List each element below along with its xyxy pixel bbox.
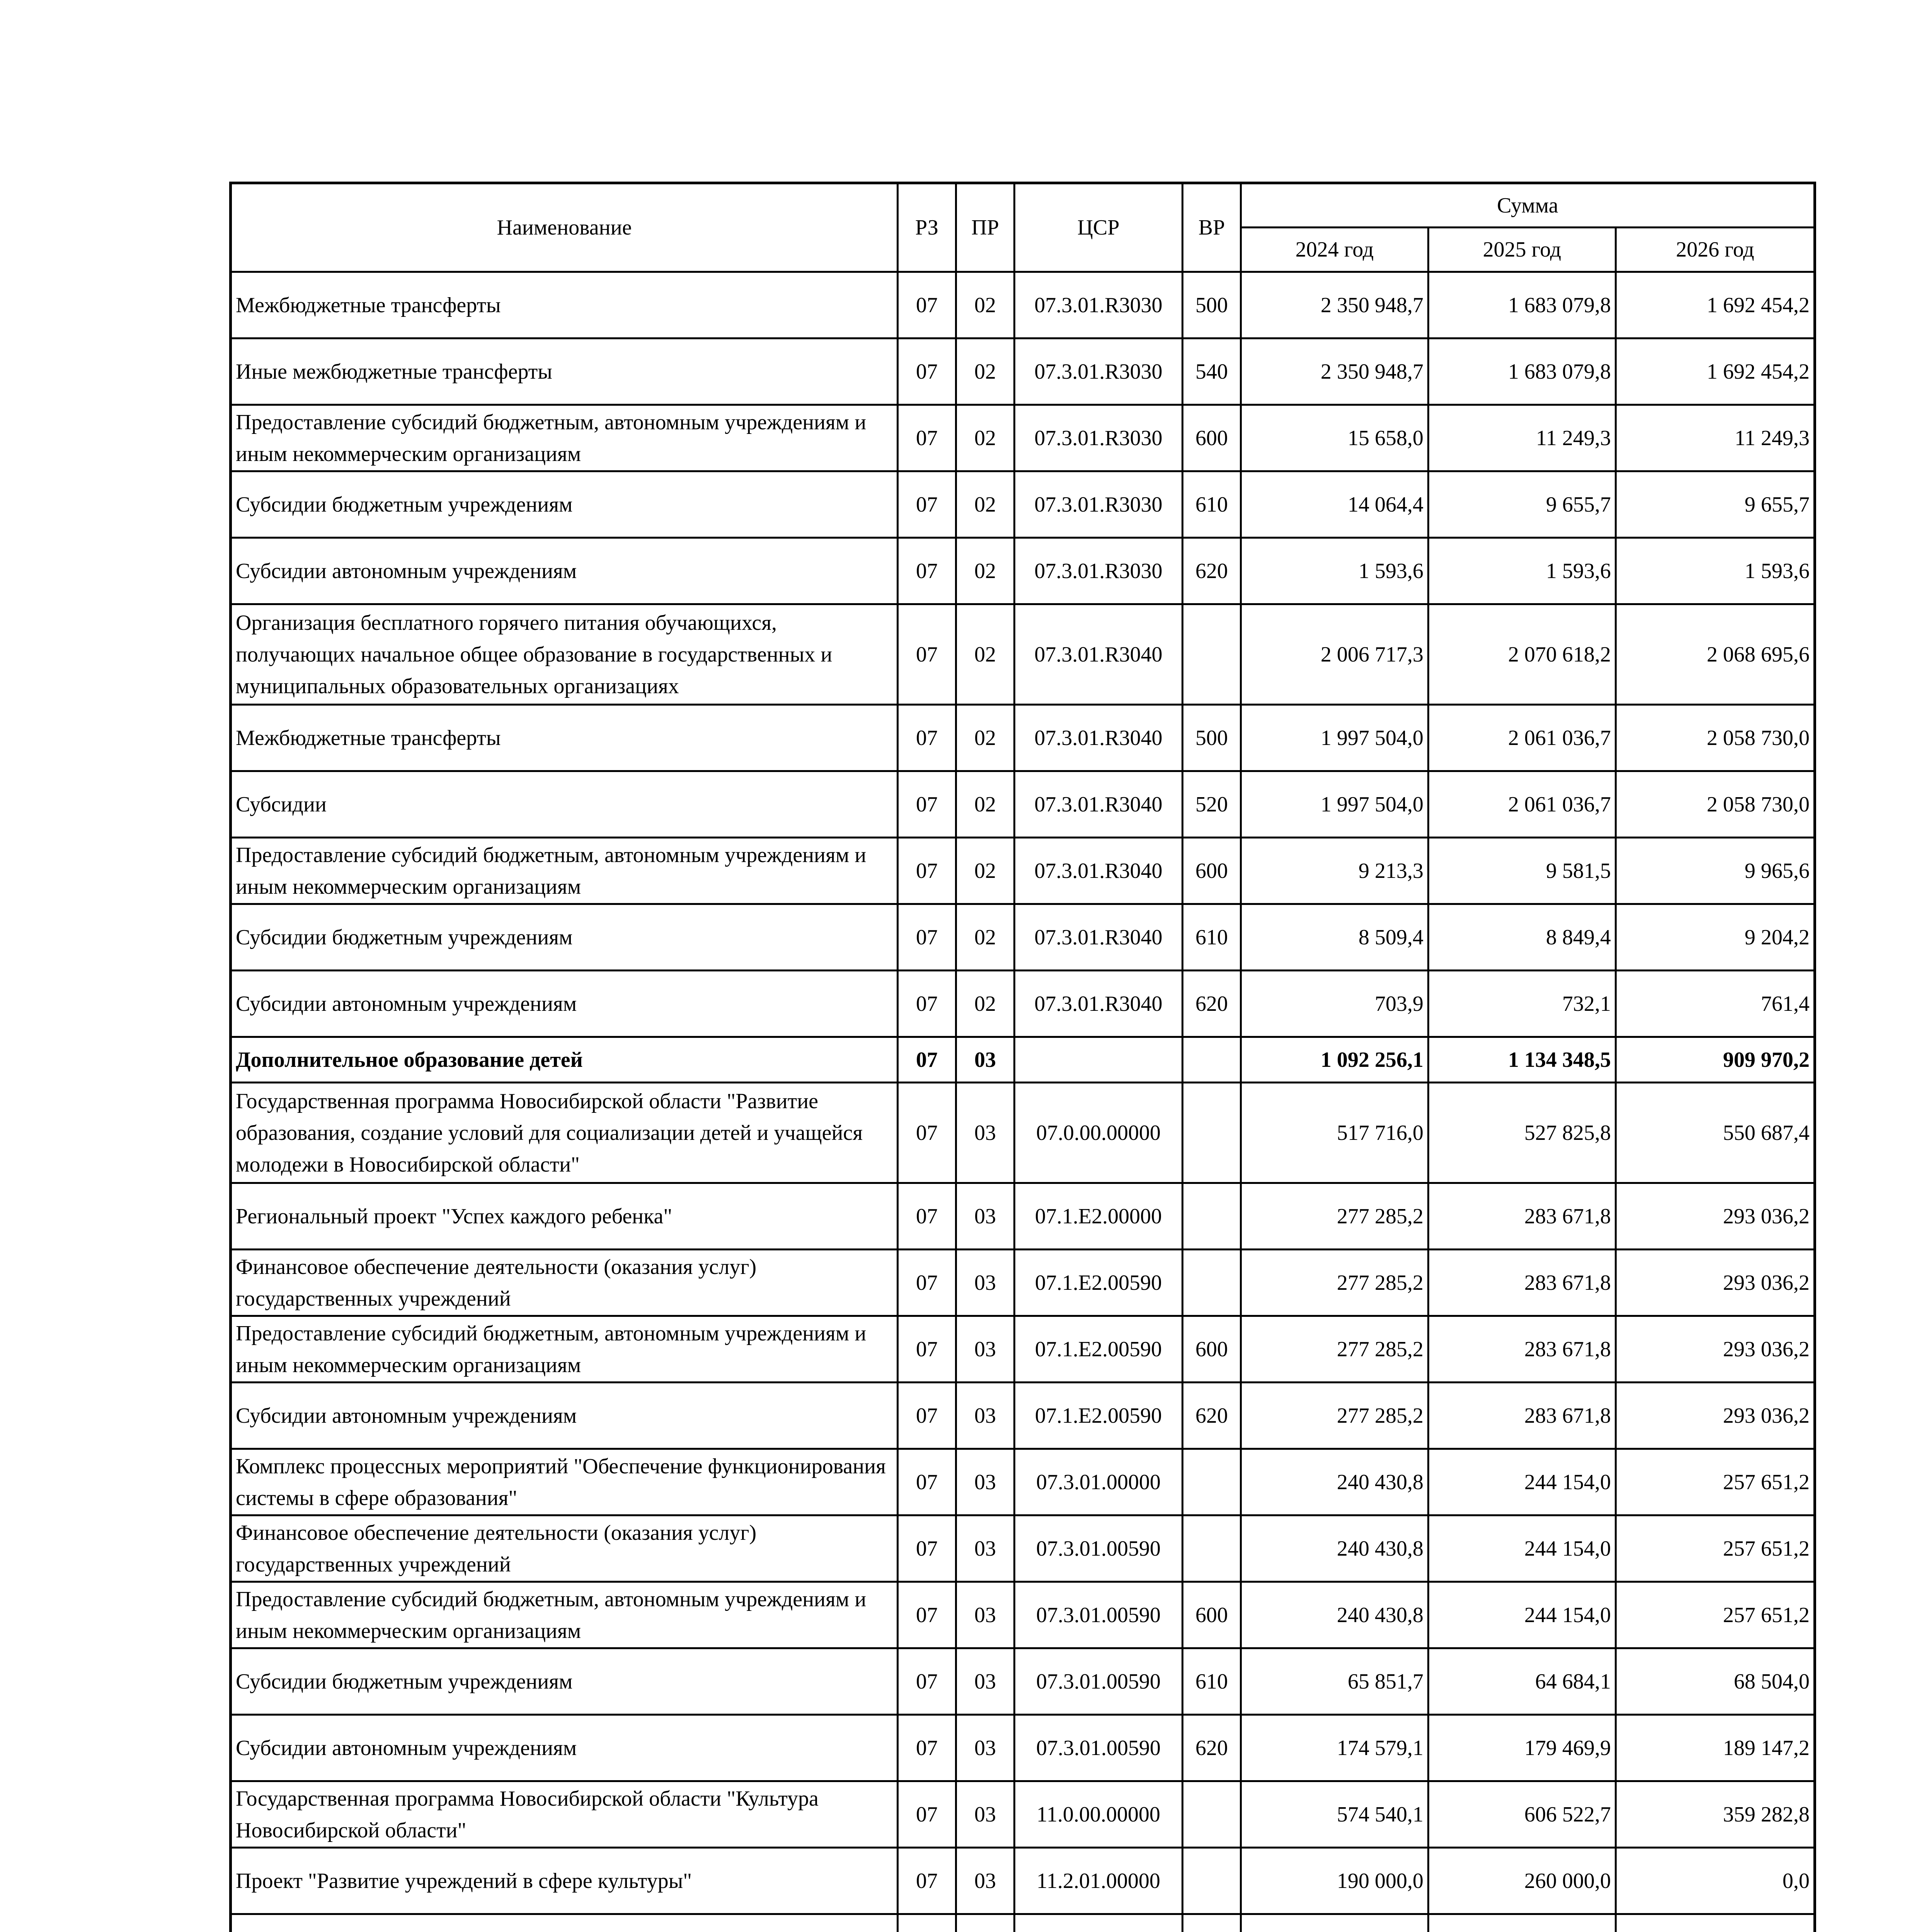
row-csr: 07.3.01.00000 — [1015, 1449, 1183, 1515]
row-sum-2025: 732,1 — [1428, 971, 1616, 1037]
row-pr: 02 — [956, 904, 1015, 971]
row-csr — [1015, 1037, 1183, 1083]
row-sum-2024: 517 716,0 — [1241, 1083, 1428, 1183]
row-sum-2025: 1 134 348,5 — [1428, 1037, 1616, 1083]
row-vr: 610 — [1183, 904, 1241, 971]
row-name: Субсидии автономным учреждениям — [231, 538, 898, 604]
row-pr: 02 — [956, 705, 1015, 771]
row-rz: 07 — [898, 338, 956, 405]
row-sum-2025: 283 671,8 — [1428, 1183, 1616, 1250]
table-row — [231, 338, 1815, 405]
row-sum-2024: 2 350 948,7 — [1241, 338, 1428, 405]
row-vr: 620 — [1183, 1715, 1241, 1781]
row-pr — [956, 1914, 1015, 1932]
row-csr: 07.3.01.R3030 — [1015, 471, 1183, 538]
table-row — [231, 904, 1815, 971]
row-rz: 07 — [898, 1449, 956, 1515]
header-year-2025: 2025 год — [1428, 228, 1616, 272]
row-csr: 07.1.E2.00590 — [1015, 1316, 1183, 1383]
table-row — [231, 1183, 1815, 1250]
row-name: Комплекс процессных мероприятий "Обеспечение функционирования системы в сфере образования" — [231, 1449, 898, 1515]
table-row — [231, 1449, 1815, 1515]
row-sum-2025: 283 671,8 — [1428, 1383, 1616, 1449]
row-rz: 07 — [898, 1250, 956, 1316]
row-sum-2025: 1 683 079,8 — [1428, 272, 1616, 338]
row-pr: 02 — [956, 971, 1015, 1037]
row-sum-2025: 64 684,1 — [1428, 1648, 1616, 1715]
row-rz: 07 — [898, 971, 956, 1037]
row-pr: 03 — [956, 1449, 1015, 1515]
row-name: Государственная программа Новосибирской области "Культура Новосибирской области" — [231, 1781, 898, 1848]
row-csr: 07.3.01.00590 — [1015, 1582, 1183, 1648]
row-sum-2025: 283 671,8 — [1428, 1316, 1616, 1383]
row-rz: 07 — [898, 1515, 956, 1582]
row-pr: 02 — [956, 405, 1015, 471]
row-csr: 07.3.01.R3030 — [1015, 538, 1183, 604]
row-vr: 610 — [1183, 471, 1241, 538]
row-sum-2024: 2 350 948,7 — [1241, 272, 1428, 338]
row-name: Финансовое обеспечение деятельности (оказания услуг) государственных учреждений — [231, 1515, 898, 1582]
row-vr — [1183, 1914, 1241, 1932]
row-name: Субсидии бюджетным учреждениям — [231, 1648, 898, 1715]
row-name: Предоставление субсидий бюджетным, автономным учреждениям и иным некоммерческим организациям — [231, 1582, 898, 1648]
table-row — [231, 1515, 1815, 1582]
row-sum-2024: 2 006 717,3 — [1241, 604, 1428, 705]
row-sum-2024: 190 000,0 — [1241, 1848, 1428, 1914]
row-name — [231, 1914, 898, 1932]
row-sum-2026: 9 655,7 — [1616, 471, 1815, 538]
row-sum-2025 — [1428, 1914, 1616, 1932]
row-vr — [1183, 604, 1241, 705]
row-sum-2025: 2 061 036,7 — [1428, 771, 1616, 838]
row-pr: 03 — [956, 1715, 1015, 1781]
row-rz: 07 — [898, 1316, 956, 1383]
header-csr: ЦСР — [1015, 183, 1183, 272]
row-vr — [1183, 1515, 1241, 1582]
table-row — [231, 1648, 1815, 1715]
row-rz: 07 — [898, 705, 956, 771]
row-csr: 11.0.00.00000 — [1015, 1781, 1183, 1848]
row-name: Субсидии автономным учреждениям — [231, 1715, 898, 1781]
row-vr: 620 — [1183, 1383, 1241, 1449]
row-sum-2025: 2 061 036,7 — [1428, 705, 1616, 771]
table-row — [231, 604, 1815, 705]
row-sum-2026: 1 692 454,2 — [1616, 338, 1815, 405]
row-name: Государственная программа Новосибирской области "Развитие образования, создание условий для социализации детей и учащейся молодежи в Новосибирской области" — [231, 1083, 898, 1183]
row-sum-2024: 8 509,4 — [1241, 904, 1428, 971]
row-sum-2024: 1 997 504,0 — [1241, 771, 1428, 838]
row-sum-2024: 703,9 — [1241, 971, 1428, 1037]
row-sum-2024: 277 285,2 — [1241, 1383, 1428, 1449]
header-rz: РЗ — [898, 183, 956, 272]
table-row — [231, 538, 1815, 604]
row-name: Предоставление субсидий бюджетным, автономным учреждениям и иным некоммерческим организациям — [231, 405, 898, 471]
row-pr: 02 — [956, 338, 1015, 405]
row-sum-2026: 1 692 454,2 — [1616, 272, 1815, 338]
row-vr: 600 — [1183, 405, 1241, 471]
row-sum-2026: 293 036,2 — [1616, 1383, 1815, 1449]
row-csr: 07.1.E2.00000 — [1015, 1183, 1183, 1250]
row-rz: 07 — [898, 538, 956, 604]
row-vr: 500 — [1183, 272, 1241, 338]
row-sum-2026: 1 593,6 — [1616, 538, 1815, 604]
row-csr: 07.3.01.R3040 — [1015, 604, 1183, 705]
row-sum-2026: 2 058 730,0 — [1616, 771, 1815, 838]
row-sum-2024: 1 092 256,1 — [1241, 1037, 1428, 1083]
row-pr: 03 — [956, 1250, 1015, 1316]
row-name: Дополнительное образование детей — [231, 1037, 898, 1083]
row-sum-2025: 8 849,4 — [1428, 904, 1616, 971]
row-sum-2024: 240 430,8 — [1241, 1582, 1428, 1648]
row-rz: 07 — [898, 1582, 956, 1648]
row-sum-2025: 9 581,5 — [1428, 838, 1616, 904]
row-rz: 07 — [898, 1781, 956, 1848]
row-name: Предоставление субсидий бюджетным, автономным учреждениям и иным некоммерческим организациям — [231, 1316, 898, 1383]
row-name: Предоставление субсидий бюджетным, автономным учреждениям и иным некоммерческим организациям — [231, 838, 898, 904]
row-vr — [1183, 1037, 1241, 1083]
row-sum-2025: 260 000,0 — [1428, 1848, 1616, 1914]
row-sum-2026: 257 651,2 — [1616, 1515, 1815, 1582]
row-vr — [1183, 1083, 1241, 1183]
table-row — [231, 471, 1815, 538]
row-sum-2024: 1 997 504,0 — [1241, 705, 1428, 771]
row-vr — [1183, 1250, 1241, 1316]
row-csr: 07.3.01.00590 — [1015, 1715, 1183, 1781]
row-csr: 07.3.01.R3030 — [1015, 338, 1183, 405]
row-pr: 03 — [956, 1515, 1015, 1582]
row-vr: 620 — [1183, 971, 1241, 1037]
row-sum-2024: 277 285,2 — [1241, 1250, 1428, 1316]
row-name: Субсидии бюджетным учреждениям — [231, 904, 898, 971]
row-sum-2024: 174 579,1 — [1241, 1715, 1428, 1781]
row-pr: 03 — [956, 1648, 1015, 1715]
row-sum-2025: 9 655,7 — [1428, 471, 1616, 538]
row-sum-2026: 2 058 730,0 — [1616, 705, 1815, 771]
row-sum-2024: 277 285,2 — [1241, 1183, 1428, 1250]
row-name: Субсидии автономным учреждениям — [231, 971, 898, 1037]
row-rz: 07 — [898, 1037, 956, 1083]
row-vr: 600 — [1183, 1582, 1241, 1648]
row-sum-2024: 240 430,8 — [1241, 1515, 1428, 1582]
row-rz — [898, 1914, 956, 1932]
row-pr: 03 — [956, 1781, 1015, 1848]
header-name: Наименование — [231, 183, 898, 272]
row-sum-2026: 550 687,4 — [1616, 1083, 1815, 1183]
row-csr: 07.1.E2.00590 — [1015, 1250, 1183, 1316]
row-sum-2024: 240 430,8 — [1241, 1449, 1428, 1515]
row-csr: 07.3.01.R3040 — [1015, 705, 1183, 771]
row-vr — [1183, 1183, 1241, 1250]
row-rz: 07 — [898, 1715, 956, 1781]
row-vr: 600 — [1183, 1316, 1241, 1383]
row-rz: 07 — [898, 1848, 956, 1914]
row-name: Проект "Развитие учреждений в сфере культуры" — [231, 1848, 898, 1914]
row-vr: 540 — [1183, 338, 1241, 405]
row-name: Субсидии — [231, 771, 898, 838]
row-sum-2026: 68 504,0 — [1616, 1648, 1815, 1715]
row-sum-2025: 283 671,8 — [1428, 1250, 1616, 1316]
row-name: Межбюджетные трансферты — [231, 705, 898, 771]
row-pr: 02 — [956, 771, 1015, 838]
row-sum-2024: 1 593,6 — [1241, 538, 1428, 604]
row-sum-2025: 1 593,6 — [1428, 538, 1616, 604]
row-csr: 07.3.01.00590 — [1015, 1515, 1183, 1582]
row-csr: 07.3.01.R3030 — [1015, 405, 1183, 471]
table-row — [231, 771, 1815, 838]
row-sum-2025: 527 825,8 — [1428, 1083, 1616, 1183]
table-row — [231, 405, 1815, 471]
row-rz: 07 — [898, 904, 956, 971]
row-sum-2026: 257 651,2 — [1616, 1449, 1815, 1515]
row-name: Организация бесплатного горячего питания обучающихся, получающих начальное общее образование в государственных и муниципальных образовательных организациях — [231, 604, 898, 705]
row-sum-2024 — [1241, 1914, 1428, 1932]
row-name: Иные межбюджетные трансферты — [231, 338, 898, 405]
row-sum-2026: 189 147,2 — [1616, 1715, 1815, 1781]
row-sum-2024: 15 658,0 — [1241, 405, 1428, 471]
header-vr: ВР — [1183, 183, 1241, 272]
row-rz: 07 — [898, 604, 956, 705]
row-rz: 07 — [898, 1648, 956, 1715]
row-sum-2026: 909 970,2 — [1616, 1037, 1815, 1083]
row-vr — [1183, 1449, 1241, 1515]
table-row — [231, 838, 1815, 904]
row-sum-2026: 257 651,2 — [1616, 1582, 1815, 1648]
row-name: Субсидии бюджетным учреждениям — [231, 471, 898, 538]
table-row — [231, 971, 1815, 1037]
table-row — [231, 705, 1815, 771]
header-year-2026: 2026 год — [1616, 228, 1815, 272]
row-csr: 07.1.E2.00590 — [1015, 1383, 1183, 1449]
row-vr: 500 — [1183, 705, 1241, 771]
row-rz: 07 — [898, 471, 956, 538]
table-row — [231, 1250, 1815, 1316]
row-sum-2026: 2 068 695,6 — [1616, 604, 1815, 705]
row-csr: 07.3.01.R3040 — [1015, 904, 1183, 971]
row-rz: 07 — [898, 272, 956, 338]
row-csr — [1015, 1914, 1183, 1932]
row-sum-2025: 244 154,0 — [1428, 1449, 1616, 1515]
table-row — [231, 1848, 1815, 1914]
row-pr: 02 — [956, 538, 1015, 604]
row-rz: 07 — [898, 1183, 956, 1250]
row-sum-2025: 606 522,7 — [1428, 1781, 1616, 1848]
row-pr: 03 — [956, 1083, 1015, 1183]
table-body — [231, 272, 1815, 1932]
row-sum-2025: 244 154,0 — [1428, 1582, 1616, 1648]
row-sum-2024: 574 540,1 — [1241, 1781, 1428, 1848]
row-csr: 07.3.01.00590 — [1015, 1648, 1183, 1715]
row-vr: 520 — [1183, 771, 1241, 838]
table-row — [231, 1914, 1815, 1932]
row-csr: 07.3.01.R3030 — [1015, 272, 1183, 338]
row-csr: 07.3.01.R3040 — [1015, 971, 1183, 1037]
table-header — [231, 183, 1815, 272]
table-row — [231, 1715, 1815, 1781]
row-csr: 07.3.01.R3040 — [1015, 838, 1183, 904]
row-sum-2026: 761,4 — [1616, 971, 1815, 1037]
row-name: Региональный проект "Успех каждого ребенка" — [231, 1183, 898, 1250]
row-sum-2026 — [1616, 1914, 1815, 1932]
budget-table — [229, 182, 1816, 1932]
table-row — [231, 1781, 1815, 1848]
row-pr: 02 — [956, 604, 1015, 705]
row-name: Субсидии автономным учреждениям — [231, 1383, 898, 1449]
header-year-2024: 2024 год — [1241, 228, 1428, 272]
row-vr — [1183, 1848, 1241, 1914]
row-sum-2026: 359 282,8 — [1616, 1781, 1815, 1848]
row-csr: 07.3.01.R3040 — [1015, 771, 1183, 838]
row-pr: 02 — [956, 272, 1015, 338]
row-sum-2025: 11 249,3 — [1428, 405, 1616, 471]
row-sum-2025: 2 070 618,2 — [1428, 604, 1616, 705]
row-pr: 03 — [956, 1848, 1015, 1914]
row-sum-2025: 244 154,0 — [1428, 1515, 1616, 1582]
table-row — [231, 1316, 1815, 1383]
table-row — [231, 1083, 1815, 1183]
row-sum-2025: 1 683 079,8 — [1428, 338, 1616, 405]
row-sum-2026: 293 036,2 — [1616, 1316, 1815, 1383]
row-sum-2026: 9 204,2 — [1616, 904, 1815, 971]
row-sum-2026: 11 249,3 — [1616, 405, 1815, 471]
table-row — [231, 272, 1815, 338]
row-csr: 07.0.00.00000 — [1015, 1083, 1183, 1183]
row-sum-2026: 9 965,6 — [1616, 838, 1815, 904]
row-pr: 03 — [956, 1582, 1015, 1648]
row-pr: 03 — [956, 1183, 1015, 1250]
table-row — [231, 1383, 1815, 1449]
row-rz: 07 — [898, 405, 956, 471]
row-sum-2026: 0,0 — [1616, 1848, 1815, 1914]
row-sum-2025: 179 469,9 — [1428, 1715, 1616, 1781]
row-vr: 610 — [1183, 1648, 1241, 1715]
row-pr: 02 — [956, 838, 1015, 904]
row-vr: 620 — [1183, 538, 1241, 604]
row-rz: 07 — [898, 838, 956, 904]
header-pr: ПР — [956, 183, 1015, 272]
row-rz: 07 — [898, 1383, 956, 1449]
row-name: Финансовое обеспечение деятельности (оказания услуг) государственных учреждений — [231, 1250, 898, 1316]
row-sum-2024: 65 851,7 — [1241, 1648, 1428, 1715]
row-pr: 02 — [956, 471, 1015, 538]
row-csr: 11.2.01.00000 — [1015, 1848, 1183, 1914]
header-sum: Сумма — [1241, 183, 1815, 228]
table-row — [231, 1582, 1815, 1648]
row-sum-2024: 277 285,2 — [1241, 1316, 1428, 1383]
row-sum-2026: 293 036,2 — [1616, 1183, 1815, 1250]
row-sum-2024: 14 064,4 — [1241, 471, 1428, 538]
row-vr — [1183, 1781, 1241, 1848]
row-rz: 07 — [898, 771, 956, 838]
row-vr: 600 — [1183, 838, 1241, 904]
row-name: Межбюджетные трансферты — [231, 272, 898, 338]
row-rz: 07 — [898, 1083, 956, 1183]
row-sum-2026: 293 036,2 — [1616, 1250, 1815, 1316]
row-pr: 03 — [956, 1316, 1015, 1383]
row-pr: 03 — [956, 1037, 1015, 1083]
table-row — [231, 1037, 1815, 1083]
row-pr: 03 — [956, 1383, 1015, 1449]
row-sum-2024: 9 213,3 — [1241, 838, 1428, 904]
